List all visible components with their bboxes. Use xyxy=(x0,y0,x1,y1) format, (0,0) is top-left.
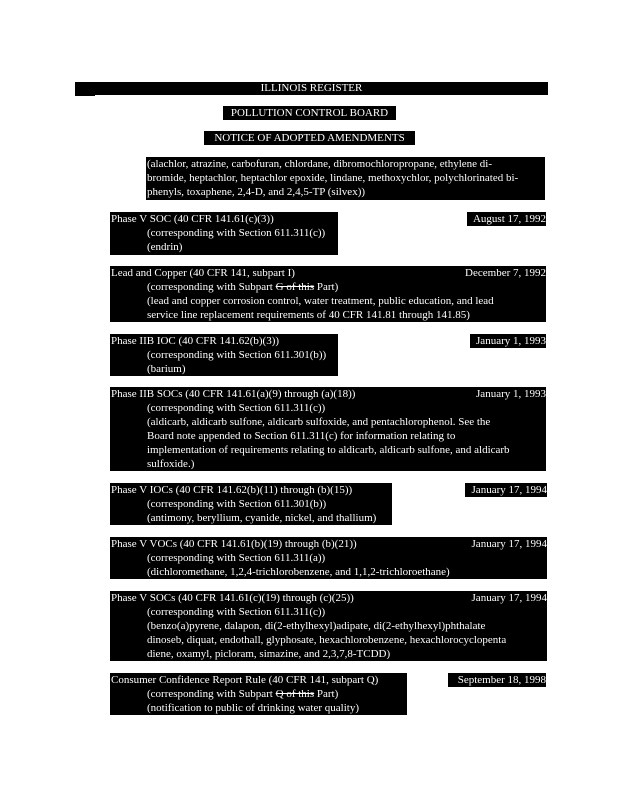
entry-line-text: Part) xyxy=(314,281,339,293)
intro-line: (alachlor, atrazine, carbofuran, chlordane, dibromochloropropane, ethylene di- xyxy=(147,158,492,170)
entry-line: (corresponding with Section 611.311(c)) xyxy=(147,402,326,414)
entry-line: sulfoxide.) xyxy=(147,458,195,470)
entry-line: diene, oxamyl, picloram, simazine, and 2,3,7,8-TCDD) xyxy=(147,648,391,660)
entry-title: Phase V VOCs (40 CFR 141.61(b)(19) through (b)(21)) xyxy=(111,538,357,550)
entry-line: (corresponding with Section 611.301(b)) xyxy=(147,498,327,510)
entry-line: (aldicarb, aldicarb sulfone, aldicarb sulfoxide, and pentachlorophenol. See the xyxy=(147,416,491,428)
entry-date: January 1, 1993 xyxy=(476,388,546,400)
board-title: POLLUTION CONTROL BOARD xyxy=(230,107,389,119)
entry-line: (corresponding with Section 611.311(c)) xyxy=(147,227,326,239)
intro-line: phenyls, toxaphene, 2,4-D, and 2,4,5-TP (silvex)) xyxy=(147,186,366,198)
entry-line: Board note appended to Section 611.311(c) for information relating to xyxy=(147,430,456,442)
entry-date: January 17, 1994 xyxy=(471,592,547,604)
entry-title: Phase V IOCs (40 CFR 141.62(b)(11) through (b)(15)) xyxy=(111,484,353,496)
entry-date: August 17, 1992 xyxy=(472,213,546,225)
entry-date: January 17, 1994 xyxy=(471,538,547,550)
entry-date: January 17, 1994 xyxy=(471,484,547,496)
entry-date: September 18, 1998 xyxy=(457,674,546,686)
entry-line: (antimony, beryllium, cyanide, nickel, and thallium) xyxy=(147,512,377,524)
entry-date: January 1, 1993 xyxy=(476,335,546,347)
entry-line: (corresponding with Section 611.311(c)) xyxy=(147,606,326,618)
struck-text: G of this xyxy=(275,281,315,293)
entry-line: (corresponding with Section 611.301(b)) xyxy=(147,349,327,361)
entry-line: (lead and copper corrosion control, water treatment, public education, and lead xyxy=(147,295,494,307)
entry-line-text: Part) xyxy=(314,688,339,700)
entry-line: implementation of requirements relating to aldicarb, aldicarb sulfone, and aldicarb xyxy=(147,444,510,456)
entry-title: Lead and Copper (40 CFR 141, subpart I) xyxy=(111,267,295,279)
header-underline-left xyxy=(75,95,95,96)
entry-title: Phase IIB SOCs (40 CFR 141.61(a)(9) through (a)(18)) xyxy=(111,388,356,400)
entry-title: Phase V SOC (40 CFR 141.61(c)(3)) xyxy=(111,213,274,225)
notice-title: NOTICE OF ADOPTED AMENDMENTS xyxy=(214,132,405,144)
entry-line: (notification to public of drinking water quality) xyxy=(147,702,360,714)
entry-line: (endrin) xyxy=(147,241,183,253)
entry-line-text: (corresponding with Subpart xyxy=(147,281,276,293)
entry-line xyxy=(147,280,338,294)
entry-date: December 7, 1992 xyxy=(465,267,546,279)
entry-line: dinoseb, diquat, endothall, glyphosate, hexachlorobenzene, hexachlorocyclopenta xyxy=(147,634,507,646)
register-title: ILLINOIS REGISTER xyxy=(260,82,363,94)
intro-line: bromide, heptachlor, heptachlor epoxide, lindane, methoxychlor, polychlorinated bi- xyxy=(147,172,519,184)
entry-line: service line replacement requirements of 40 CFR 141.81 through 141.85) xyxy=(147,309,470,321)
entry-line: (barium) xyxy=(147,363,186,375)
entry-title: Phase IIB IOC (40 CFR 141.62(b)(3)) xyxy=(111,335,280,347)
entry-line-text: (corresponding with Subpart xyxy=(147,688,276,700)
entry-line: (dichloromethane, 1,2,4-trichlorobenzene, and 1,1,2-trichloroethane) xyxy=(147,566,450,578)
entry-line: (corresponding with Section 611.311(a)) xyxy=(147,552,326,564)
struck-text: Q of this xyxy=(275,688,315,700)
entry-title: Consumer Confidence Report Rule (40 CFR 141, subpart Q) xyxy=(111,674,379,686)
entry-line xyxy=(147,687,338,701)
entry-title: Phase V SOCs (40 CFR 141.61(c)(19) through (c)(25)) xyxy=(111,592,354,604)
entry-line: (benzo(a)pyrene, dalapon, di(2-ethylhexyl)adipate, di(2-ethylhexyl)phthalate xyxy=(147,620,486,632)
